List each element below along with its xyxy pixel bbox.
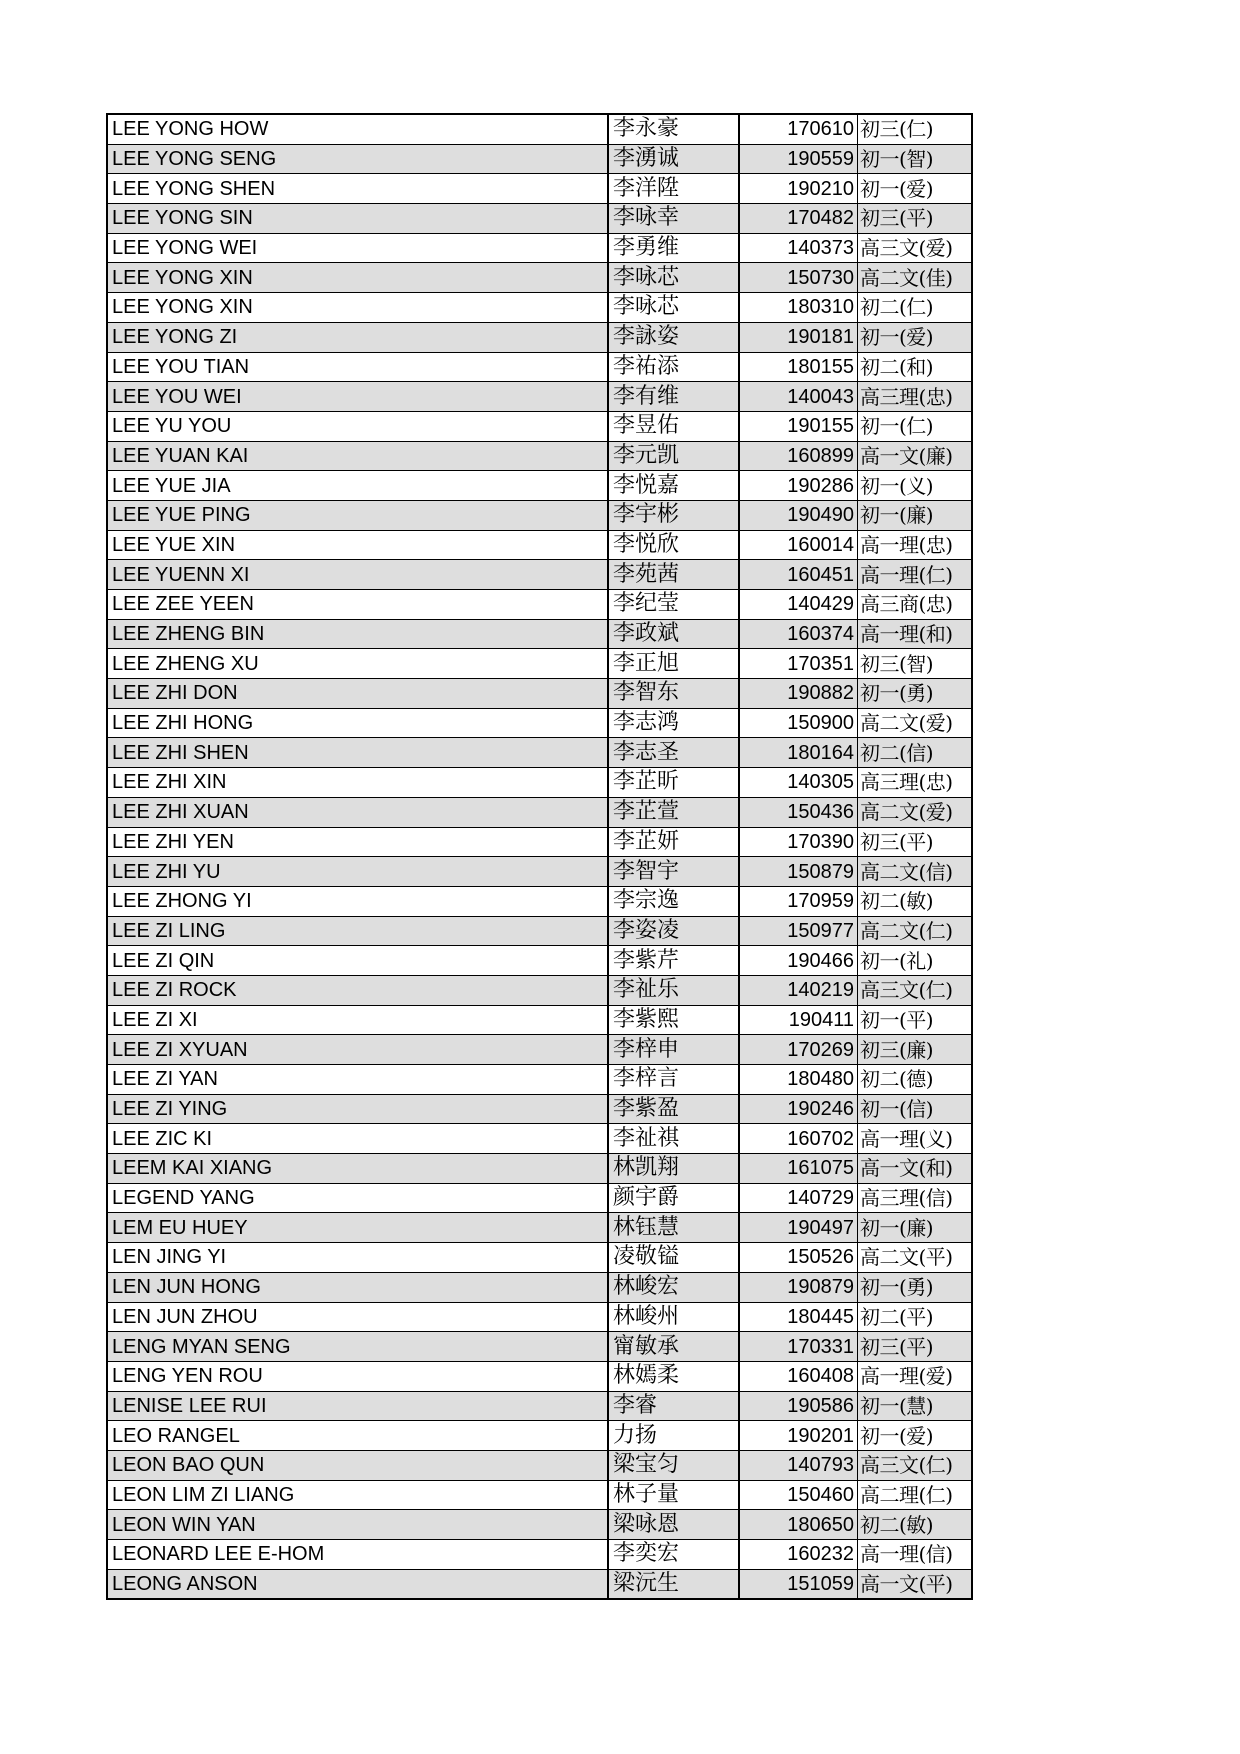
student-id-cell: 170390: [739, 827, 858, 857]
english-name-cell: LEN JING YI: [107, 1243, 608, 1273]
student-id-cell: 190882: [739, 679, 858, 709]
chinese-name-cell: 李有维: [608, 382, 739, 412]
english-name-cell: LEE YONG SENG: [107, 144, 608, 174]
student-id-cell: 160451: [739, 560, 858, 590]
class-cell: 初一(礼): [858, 946, 973, 976]
class-cell: 初一(勇): [858, 679, 973, 709]
student-id-cell: 150460: [739, 1480, 858, 1510]
class-cell: 高一理(爱): [858, 1361, 973, 1391]
table-row: [107, 857, 972, 887]
student-id-cell: 180445: [739, 1302, 858, 1332]
table-row: [107, 263, 972, 293]
english-name-cell: LEE ZI XYUAN: [107, 1035, 608, 1065]
english-name-cell: LEE YONG ZI: [107, 322, 608, 352]
table-row: [107, 1361, 972, 1391]
chinese-name-cell: 凌敬镒: [608, 1243, 739, 1273]
student-id-cell: 160232: [739, 1540, 858, 1570]
class-cell: 高三理(忠): [858, 382, 973, 412]
class-cell: 高二文(平): [858, 1243, 973, 1273]
chinese-name-cell: 李芷昕: [608, 768, 739, 798]
table-row: [107, 797, 972, 827]
student-id-cell: 190201: [739, 1421, 858, 1451]
chinese-name-cell: 李紫芹: [608, 946, 739, 976]
english-name-cell: LEE ZHI YEN: [107, 827, 608, 857]
chinese-name-cell: 李祐添: [608, 352, 739, 382]
class-cell: 初一(慧): [858, 1391, 973, 1421]
english-name-cell: LEEM KAI XIANG: [107, 1154, 608, 1184]
table-row: [107, 827, 972, 857]
student-id-cell: 140305: [739, 768, 858, 798]
chinese-name-cell: 颜宇爵: [608, 1183, 739, 1213]
chinese-name-cell: 李姿凌: [608, 916, 739, 946]
class-cell: 高一文(和): [858, 1154, 973, 1184]
chinese-name-cell: 李湧诚: [608, 144, 739, 174]
chinese-name-cell: 林峻州: [608, 1302, 739, 1332]
class-cell: 初一(智): [858, 144, 973, 174]
student-id-cell: 180310: [739, 293, 858, 323]
english-name-cell: LEE ZI YING: [107, 1094, 608, 1124]
english-name-cell: LEE ZHI SHEN: [107, 738, 608, 768]
student-id-cell: 170351: [739, 649, 858, 679]
table-row: [107, 382, 972, 412]
student-id-cell: 140219: [739, 975, 858, 1005]
chinese-name-cell: 李祉祺: [608, 1124, 739, 1154]
table-row: [107, 1569, 972, 1599]
table-row: [107, 322, 972, 352]
class-cell: 初二(德): [858, 1065, 973, 1095]
chinese-name-cell: 李梓言: [608, 1065, 739, 1095]
english-name-cell: LEE ZI LING: [107, 916, 608, 946]
table-row: [107, 590, 972, 620]
class-cell: 初一(爱): [858, 174, 973, 204]
student-id-cell: 190246: [739, 1094, 858, 1124]
english-name-cell: LEON BAO QUN: [107, 1450, 608, 1480]
student-id-cell: 170610: [739, 114, 858, 144]
chinese-name-cell: 力扬: [608, 1421, 739, 1451]
chinese-name-cell: 林钰慧: [608, 1213, 739, 1243]
chinese-name-cell: 李纪莹: [608, 590, 739, 620]
student-id-cell: 140729: [739, 1183, 858, 1213]
english-name-cell: LEE YONG XIN: [107, 263, 608, 293]
table-row: [107, 411, 972, 441]
chinese-name-cell: 李正旭: [608, 649, 739, 679]
english-name-cell: LEE YUENN XI: [107, 560, 608, 590]
student-id-cell: 150879: [739, 857, 858, 887]
student-id-cell: 180164: [739, 738, 858, 768]
chinese-name-cell: 李芷妍: [608, 827, 739, 857]
english-name-cell: LEN JUN ZHOU: [107, 1302, 608, 1332]
english-name-cell: LEE YONG HOW: [107, 114, 608, 144]
student-id-cell: 190497: [739, 1213, 858, 1243]
english-name-cell: LENG MYAN SENG: [107, 1332, 608, 1362]
class-cell: 高一文(廉): [858, 441, 973, 471]
english-name-cell: LEONG ANSON: [107, 1569, 608, 1599]
table-row: [107, 1094, 972, 1124]
chinese-name-cell: 梁宝匀: [608, 1450, 739, 1480]
student-id-cell: 180650: [739, 1510, 858, 1540]
table-row: [107, 144, 972, 174]
chinese-name-cell: 林凯翔: [608, 1154, 739, 1184]
student-id-cell: 160408: [739, 1361, 858, 1391]
english-name-cell: LEE YUE XIN: [107, 530, 608, 560]
table-row: [107, 1243, 972, 1273]
table-row: [107, 1421, 972, 1451]
table-row: [107, 1065, 972, 1095]
english-name-cell: LEE ZI ROCK: [107, 975, 608, 1005]
english-name-cell: LEE ZHI XUAN: [107, 797, 608, 827]
student-id-cell: 190155: [739, 411, 858, 441]
table-row: [107, 679, 972, 709]
english-name-cell: LEO RANGEL: [107, 1421, 608, 1451]
english-name-cell: LEE YUAN KAI: [107, 441, 608, 471]
english-name-cell: LEE ZI XI: [107, 1005, 608, 1035]
student-id-cell: 190181: [739, 322, 858, 352]
student-id-cell: 190210: [739, 174, 858, 204]
student-id-cell: 150977: [739, 916, 858, 946]
table-row: [107, 768, 972, 798]
chinese-name-cell: 李睿: [608, 1391, 739, 1421]
table-row: [107, 1391, 972, 1421]
table-row: [107, 1540, 972, 1570]
table-row: [107, 174, 972, 204]
english-name-cell: LENG YEN ROU: [107, 1361, 608, 1391]
class-cell: 初一(信): [858, 1094, 973, 1124]
chinese-name-cell: 李元凯: [608, 441, 739, 471]
english-name-cell: LEE ZHONG YI: [107, 886, 608, 916]
table-row: [107, 1035, 972, 1065]
table-row: [107, 886, 972, 916]
class-cell: 初二(和): [858, 352, 973, 382]
student-id-cell: 150730: [739, 263, 858, 293]
english-name-cell: LEE YONG SIN: [107, 204, 608, 234]
table-row: [107, 293, 972, 323]
table-row: [107, 441, 972, 471]
table-row: [107, 916, 972, 946]
student-id-cell: 170482: [739, 204, 858, 234]
class-cell: 初三(平): [858, 827, 973, 857]
table-row: [107, 1154, 972, 1184]
chinese-name-cell: 李苑茜: [608, 560, 739, 590]
class-cell: 初三(仁): [858, 114, 973, 144]
student-roster-table: [106, 113, 973, 1600]
table-row: [107, 1124, 972, 1154]
student-id-cell: 190559: [739, 144, 858, 174]
chinese-name-cell: 李永豪: [608, 114, 739, 144]
class-cell: 初一(勇): [858, 1272, 973, 1302]
table-row: [107, 352, 972, 382]
table-row: [107, 114, 972, 144]
class-cell: 初一(廉): [858, 500, 973, 530]
class-cell: 初一(爱): [858, 322, 973, 352]
student-id-cell: 140373: [739, 233, 858, 263]
student-id-cell: 180155: [739, 352, 858, 382]
class-cell: 高一理(仁): [858, 560, 973, 590]
class-cell: 初三(平): [858, 204, 973, 234]
class-cell: 高一文(平): [858, 1569, 973, 1599]
chinese-name-cell: 李政斌: [608, 619, 739, 649]
english-name-cell: LENISE LEE RUI: [107, 1391, 608, 1421]
student-id-cell: 170269: [739, 1035, 858, 1065]
class-cell: 初二(敏): [858, 1510, 973, 1540]
student-id-cell: 140429: [739, 590, 858, 620]
class-cell: 高三理(忠): [858, 768, 973, 798]
english-name-cell: LEE ZHI HONG: [107, 708, 608, 738]
class-cell: 初一(平): [858, 1005, 973, 1035]
chinese-name-cell: 林峻宏: [608, 1272, 739, 1302]
chinese-name-cell: 李勇维: [608, 233, 739, 263]
english-name-cell: LEON WIN YAN: [107, 1510, 608, 1540]
english-name-cell: LEE ZHI XIN: [107, 768, 608, 798]
chinese-name-cell: 李紫盈: [608, 1094, 739, 1124]
student-id-cell: 170959: [739, 886, 858, 916]
chinese-name-cell: 李智宇: [608, 857, 739, 887]
table-row: [107, 1213, 972, 1243]
class-cell: 初一(爱): [858, 1421, 973, 1451]
english-name-cell: LEE ZI QIN: [107, 946, 608, 976]
english-name-cell: LEONARD LEE E-HOM: [107, 1540, 608, 1570]
student-id-cell: 190586: [739, 1391, 858, 1421]
chinese-name-cell: 李志圣: [608, 738, 739, 768]
class-cell: 高二文(信): [858, 857, 973, 887]
class-cell: 高二文(爱): [858, 797, 973, 827]
chinese-name-cell: 李昱佑: [608, 411, 739, 441]
english-name-cell: LEE ZEE YEEN: [107, 590, 608, 620]
class-cell: 高二文(爱): [858, 708, 973, 738]
english-name-cell: LEE YONG SHEN: [107, 174, 608, 204]
chinese-name-cell: 李洋陞: [608, 174, 739, 204]
student-id-cell: 150526: [739, 1243, 858, 1273]
class-cell: 高一理(和): [858, 619, 973, 649]
english-name-cell: LEE YOU WEI: [107, 382, 608, 412]
chinese-name-cell: 李志鸿: [608, 708, 739, 738]
chinese-name-cell: 梁咏恩: [608, 1510, 739, 1540]
chinese-name-cell: 李宗逸: [608, 886, 739, 916]
english-name-cell: LEE ZIC KI: [107, 1124, 608, 1154]
class-cell: 高三文(仁): [858, 975, 973, 1005]
student-id-cell: 190879: [739, 1272, 858, 1302]
chinese-name-cell: 梁沅生: [608, 1569, 739, 1599]
chinese-name-cell: 李智东: [608, 679, 739, 709]
class-cell: 初一(仁): [858, 411, 973, 441]
student-id-cell: 180480: [739, 1065, 858, 1095]
english-name-cell: LEE YUE PING: [107, 500, 608, 530]
class-cell: 初三(廉): [858, 1035, 973, 1065]
student-id-cell: 170331: [739, 1332, 858, 1362]
table-row: [107, 1510, 972, 1540]
english-name-cell: LEE ZHENG BIN: [107, 619, 608, 649]
class-cell: 初三(智): [858, 649, 973, 679]
class-cell: 初一(义): [858, 471, 973, 501]
class-cell: 初二(敏): [858, 886, 973, 916]
table-row: [107, 1302, 972, 1332]
chinese-name-cell: 李芷萱: [608, 797, 739, 827]
class-cell: 高一理(义): [858, 1124, 973, 1154]
class-cell: 高三文(仁): [858, 1450, 973, 1480]
chinese-name-cell: 李奕宏: [608, 1540, 739, 1570]
table-row: [107, 708, 972, 738]
student-id-cell: 190286: [739, 471, 858, 501]
english-name-cell: LEE YUE JIA: [107, 471, 608, 501]
english-name-cell: LEN JUN HONG: [107, 1272, 608, 1302]
table-row: [107, 471, 972, 501]
chinese-name-cell: 李祉乐: [608, 975, 739, 1005]
class-cell: 高一理(信): [858, 1540, 973, 1570]
table-row: [107, 1480, 972, 1510]
student-id-cell: 160374: [739, 619, 858, 649]
class-cell: 高三文(爱): [858, 233, 973, 263]
class-cell: 高三商(忠): [858, 590, 973, 620]
table-row: [107, 204, 972, 234]
class-cell: 高二理(仁): [858, 1480, 973, 1510]
student-id-cell: 190490: [739, 500, 858, 530]
english-name-cell: LEE ZHI YU: [107, 857, 608, 887]
chinese-name-cell: 李咏芯: [608, 263, 739, 293]
student-id-cell: 190466: [739, 946, 858, 976]
student-id-cell: 150436: [739, 797, 858, 827]
student-id-cell: 140043: [739, 382, 858, 412]
english-name-cell: LEE ZHENG XU: [107, 649, 608, 679]
english-name-cell: LEGEND YANG: [107, 1183, 608, 1213]
class-cell: 初二(信): [858, 738, 973, 768]
chinese-name-cell: 李咏芯: [608, 293, 739, 323]
student-id-cell: 190411: [739, 1005, 858, 1035]
chinese-name-cell: 李梓申: [608, 1035, 739, 1065]
chinese-name-cell: 李悦嘉: [608, 471, 739, 501]
roster-body: [107, 114, 972, 1599]
english-name-cell: LEE YONG WEI: [107, 233, 608, 263]
chinese-name-cell: 李宇彬: [608, 500, 739, 530]
english-name-cell: LEON LIM ZI LIANG: [107, 1480, 608, 1510]
student-id-cell: 150900: [739, 708, 858, 738]
table-row: [107, 649, 972, 679]
class-cell: 高一理(忠): [858, 530, 973, 560]
table-row: [107, 1183, 972, 1213]
english-name-cell: LEE YOU TIAN: [107, 352, 608, 382]
student-id-cell: 151059: [739, 1569, 858, 1599]
table-row: [107, 1450, 972, 1480]
chinese-name-cell: 李悦欣: [608, 530, 739, 560]
chinese-name-cell: 甯敏承: [608, 1332, 739, 1362]
chinese-name-cell: 林嫣柔: [608, 1361, 739, 1391]
english-name-cell: LEE YONG XIN: [107, 293, 608, 323]
class-cell: 高二文(仁): [858, 916, 973, 946]
class-cell: 初二(平): [858, 1302, 973, 1332]
student-id-cell: 140793: [739, 1450, 858, 1480]
table-row: [107, 738, 972, 768]
table-row: [107, 500, 972, 530]
chinese-name-cell: 李詠姿: [608, 322, 739, 352]
class-cell: 初二(仁): [858, 293, 973, 323]
table-row: [107, 560, 972, 590]
table-row: [107, 530, 972, 560]
table-row: [107, 975, 972, 1005]
english-name-cell: LEM EU HUEY: [107, 1213, 608, 1243]
table-row: [107, 946, 972, 976]
chinese-name-cell: 李咏幸: [608, 204, 739, 234]
class-cell: 初一(廉): [858, 1213, 973, 1243]
student-id-cell: 160899: [739, 441, 858, 471]
table-row: [107, 1332, 972, 1362]
english-name-cell: LEE ZI YAN: [107, 1065, 608, 1095]
class-cell: 初三(平): [858, 1332, 973, 1362]
table-row: [107, 233, 972, 263]
table-row: [107, 619, 972, 649]
english-name-cell: LEE ZHI DON: [107, 679, 608, 709]
table-row: [107, 1272, 972, 1302]
student-id-cell: 161075: [739, 1154, 858, 1184]
chinese-name-cell: 李紫熙: [608, 1005, 739, 1035]
class-cell: 高二文(佳): [858, 263, 973, 293]
chinese-name-cell: 林子量: [608, 1480, 739, 1510]
student-id-cell: 160702: [739, 1124, 858, 1154]
table-row: [107, 1005, 972, 1035]
english-name-cell: LEE YU YOU: [107, 411, 608, 441]
student-id-cell: 160014: [739, 530, 858, 560]
class-cell: 高三理(信): [858, 1183, 973, 1213]
